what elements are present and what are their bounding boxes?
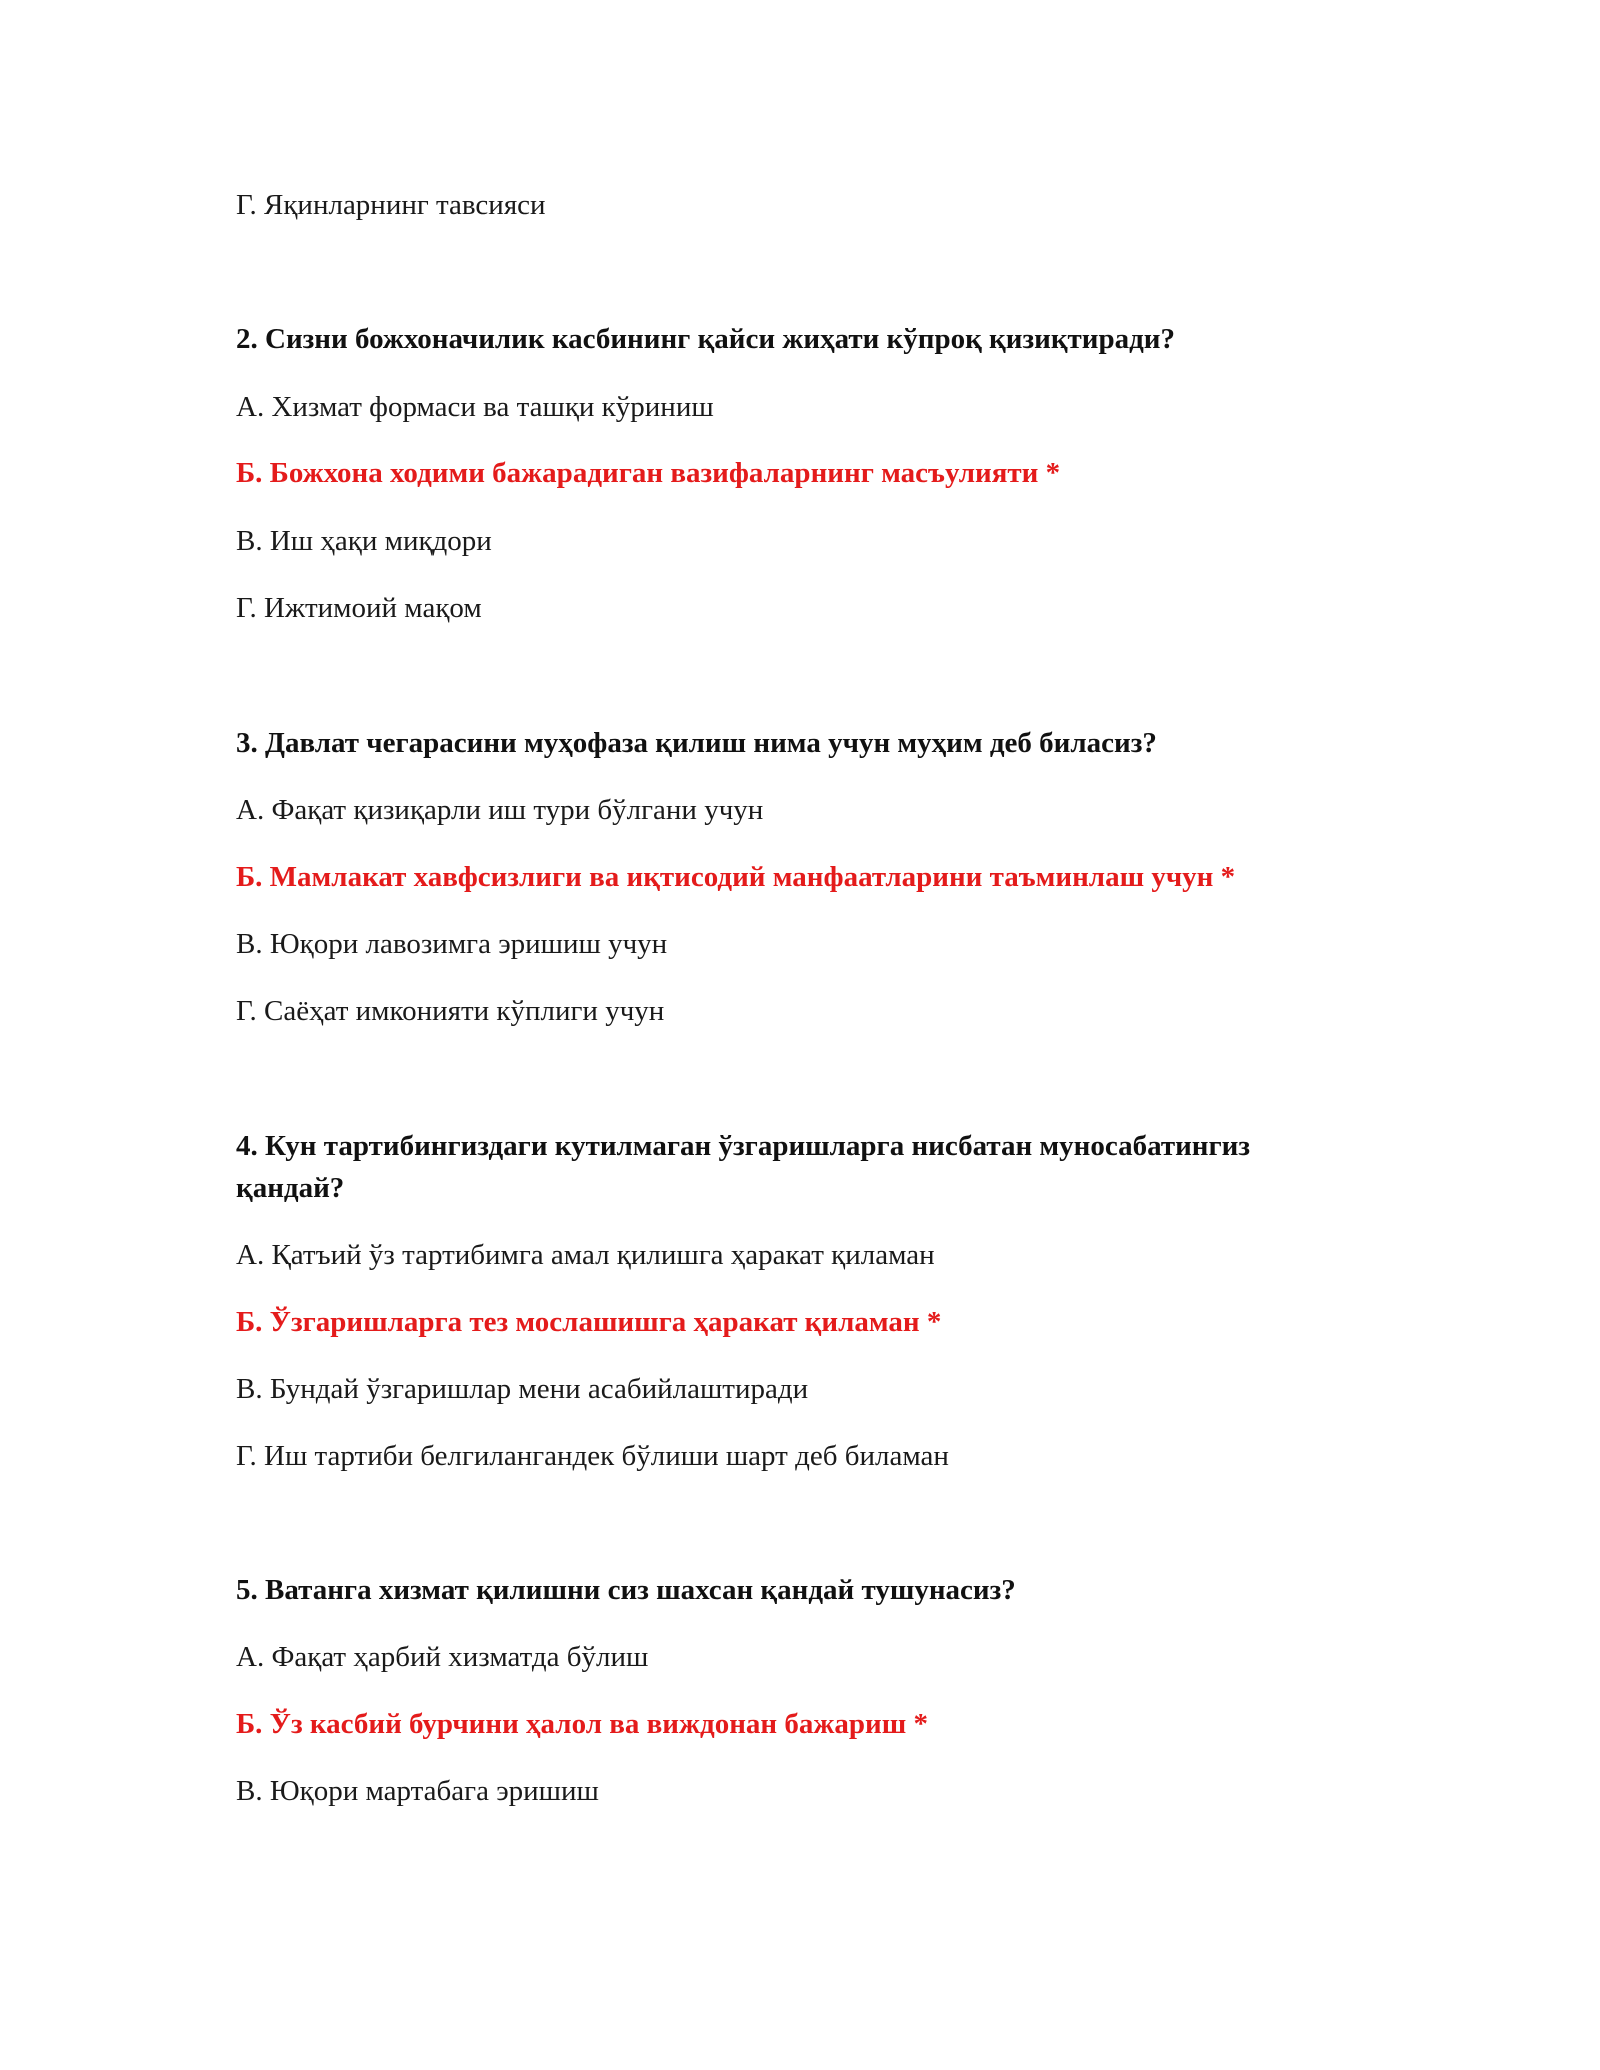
question-4-text-line-2: қандай? <box>236 1172 345 1204</box>
question-4-text-line-1: 4. Кун тартибингиздаги кутилмаган ўзгаришларга нисбатан муносабатингиз <box>236 1130 1251 1162</box>
question-2-option-b-correct: Б. Божхона ходими бажарадиган вазифаларнинг масъулияти * <box>236 457 1061 489</box>
question-3-option-g: Г. Саёҳат имконияти кўплиги учун <box>236 995 665 1027</box>
question-2-option-v: В. Иш ҳақи миқдори <box>236 525 492 557</box>
question-3-text: 3. Давлат чегарасини муҳофаза қилиш нима учун муҳим деб биласиз? <box>236 727 1157 759</box>
question-2-option-g: Г. Ижтимоий мақом <box>236 592 482 624</box>
question-3-option-b-correct: Б. Мамлакат хавфсизлиги ва иқтисодий манфаатларини таъминлаш учун * <box>236 861 1236 893</box>
question-2-text: 2. Сизни божхоначилик касбининг қайси жиҳати кўпроқ қизиқтиради? <box>236 323 1175 355</box>
question-2-option-a: А. Хизмат формаси ва ташқи кўриниш <box>236 391 714 423</box>
question-5-text: 5. Ватанга хизмат қилишни сиз шахсан қандай тушунасиз? <box>236 1574 1016 1606</box>
question-3-option-v: В. Юқори лавозимга эришиш учун <box>236 928 668 960</box>
question-4-option-v: В. Бундай ўзгаришлар мени асабийлаштиради <box>236 1373 809 1405</box>
question-5-option-b-correct: Б. Ўз касбий бурчини ҳалол ва виждонан бажариш * <box>236 1708 928 1740</box>
carry-over-option-g: Г. Яқинларнинг тавсияси <box>236 189 546 221</box>
question-3-option-a: А. Фақат қизиқарли иш тури бўлгани учун <box>236 794 764 826</box>
question-4-option-b-correct: Б. Ўзгаришларга тез мослашишга ҳаракат қиламан * <box>236 1306 942 1338</box>
question-4-option-g: Г. Иш тартиби белгилангандек бўлиши шарт деб биламан <box>236 1440 949 1472</box>
question-5-option-v: В. Юқори мартабага эришиш <box>236 1775 599 1807</box>
question-4-option-a: А. Қатъий ўз тартибимга амал қилишга ҳаракат қиламан <box>236 1239 935 1271</box>
question-5-option-a: А. Фақат ҳарбий хизматда бўлиш <box>236 1641 649 1673</box>
